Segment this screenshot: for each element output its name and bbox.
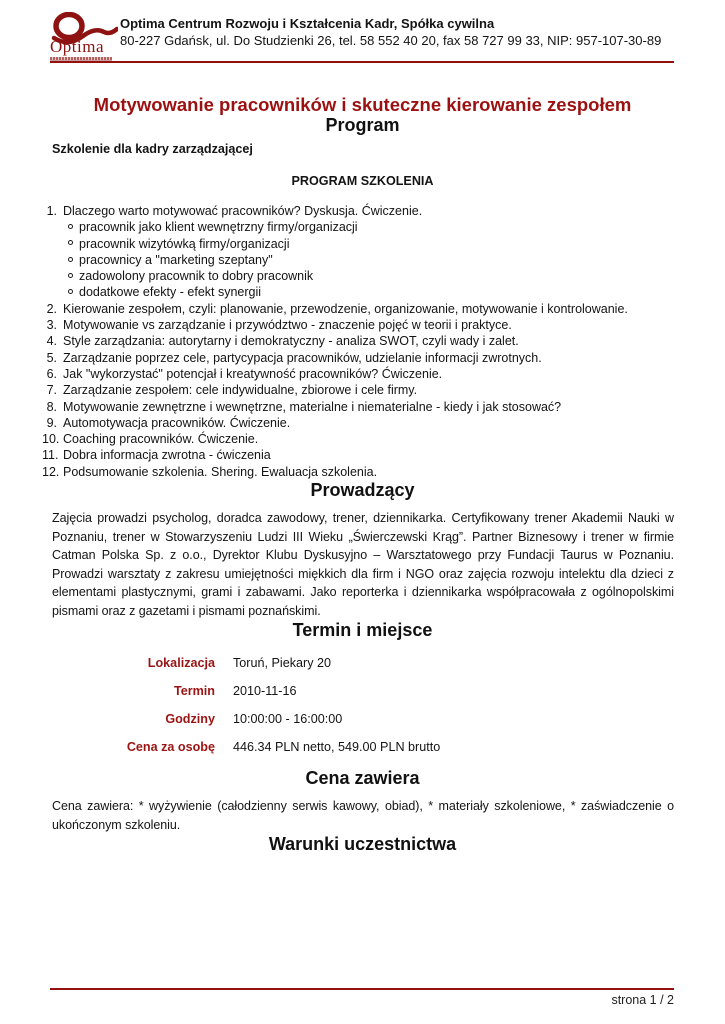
detail-label: Lokalizacja bbox=[147, 656, 215, 671]
list-item bbox=[42, 399, 674, 415]
item-text: Dlaczego warto motywować pracowników? Dyskusja. Ćwiczenie. bbox=[63, 204, 423, 218]
list-item bbox=[42, 301, 674, 317]
trainer-heading: Prowadzący bbox=[310, 480, 415, 501]
detail-value: 446.34 PLN netto, 549.00 PLN brutto bbox=[233, 740, 441, 755]
sub-list-item bbox=[42, 268, 674, 284]
circle-bullet-icon bbox=[68, 224, 73, 229]
item-text: Motywowanie zewnętrzne i wewnętrzne, materialne i niematerialne - kiedy i jak stosować? bbox=[63, 399, 562, 414]
list-item bbox=[42, 382, 674, 398]
list-item bbox=[42, 464, 674, 480]
list-item bbox=[42, 366, 674, 382]
sub-item-text: pracownik wizytówką firmy/organizacji bbox=[79, 236, 290, 251]
footer-rule bbox=[50, 988, 674, 990]
list-item bbox=[42, 350, 674, 366]
list-item bbox=[42, 447, 674, 463]
detail-row bbox=[52, 740, 725, 768]
circle-bullet-icon bbox=[68, 240, 73, 245]
program-subheading: PROGRAM SZKOLENIA bbox=[291, 174, 434, 188]
list-item bbox=[42, 415, 674, 431]
detail-label: Termin bbox=[173, 684, 215, 699]
audience-line: Szkolenie dla kadry zarządzającej bbox=[52, 142, 253, 156]
item-text: Automotywacja pracowników. Ćwiczenie. bbox=[63, 415, 291, 430]
detail-row bbox=[52, 656, 725, 684]
trainer-description: Zajęcia prowadzi psycholog, doradca zawodowy, trener, dziennikarka. Certyfikowany trener Akademii Nauki w Poznaniu, trener w Stowarzyszeniu Ludzi III Wieku „Świerczewski Krąg”. Partner Biznesowy i trener w firmie Catman Polska Sp. z o.o., Dyrektor Klubu Dyskusyjno – Warsztatowego przy Fundacji Taurus w Poznaniu. Prowadzi warsztaty z zakresu umiejętności miękkich dla firm i NGO oraz zajęcia rozwoju intelektu dla dzieci z elementami plastycznymi, grami i zabawami. Jako reporterka i dziennikarka współpracowała z ogólnopolskimi pismami oraz z gazetami i pismami poznańskimi. bbox=[52, 511, 674, 618]
item-text: Zarządzanie zespołem: cele indywidualne, zbiorowe i cele firmy. bbox=[63, 383, 418, 398]
item-text: Zarządzanie poprzez cele, partycypacja pracowników, udzielanie informacji zwrotnych. bbox=[63, 350, 542, 365]
item-number: 8. bbox=[46, 399, 57, 414]
circle-bullet-icon bbox=[68, 257, 73, 262]
item-text: Style zarządzania: autorytarny i demokratyczny - analiza SWOT, czyli wady i zalet. bbox=[63, 334, 519, 349]
sub-list-item bbox=[42, 219, 674, 235]
item-text: Dobra informacja zwrotna - ćwiczenia bbox=[63, 448, 271, 463]
sub-item-text: pracownicy a "marketing szeptany" bbox=[79, 252, 273, 267]
detail-label: Godziny bbox=[165, 712, 215, 727]
price-heading: Cena zawiera bbox=[305, 768, 420, 789]
details-table bbox=[52, 656, 725, 768]
item-text: Motywowanie vs zarządzanie i przywództwo - znaczenie pojęć w teorii i praktyce. bbox=[63, 318, 512, 333]
program-list bbox=[0, 203, 674, 480]
item-number: 3. bbox=[46, 318, 57, 333]
sub-list-item bbox=[42, 252, 674, 268]
detail-row bbox=[52, 684, 725, 712]
item-number: 5. bbox=[46, 350, 57, 365]
circle-bullet-icon bbox=[68, 273, 73, 278]
price-description: Cena zawiera: * wyżywienie (całodzienny serwis kawowy, obiad), * materiały szkoleniowe, * zaświadczenie o ukończonym szkoleniu. bbox=[52, 799, 674, 832]
item-text: Podsumowanie szkolenia. Shering. Ewaluacja szkolenia. bbox=[63, 464, 378, 479]
item-text: Kierowanie zespołem, czyli: planowanie, przewodzenie, organizowanie, motywowanie i kontrolowanie. bbox=[63, 301, 628, 316]
list-item bbox=[42, 333, 674, 349]
item-number: 7. bbox=[46, 383, 57, 398]
list-item bbox=[42, 431, 674, 447]
detail-value: 10:00:00 - 16:00:00 bbox=[233, 712, 343, 727]
item-text: Jak "wykorzystać" potencjał i kreatywność pracowników? Ćwiczenie. bbox=[63, 366, 443, 381]
detail-label: Cena za osobę bbox=[126, 740, 215, 755]
sub-item-text: zadowolony pracownik to dobry pracownik bbox=[79, 269, 314, 284]
program-heading: Program bbox=[325, 115, 400, 135]
list-item bbox=[42, 203, 674, 219]
page-number: strona 1 / 2 bbox=[611, 993, 674, 1007]
company-address: 80-227 Gdańsk, ul. Do Studzienki 26, tel. 58 552 40 20, fax 58 727 99 33, NIP: 957-107-30-89 bbox=[120, 33, 662, 48]
details-heading: Termin i miejsce bbox=[292, 620, 433, 641]
sub-list-item bbox=[42, 284, 674, 300]
item-number: 12. bbox=[42, 464, 60, 479]
detail-row bbox=[52, 712, 725, 740]
item-number: 1. bbox=[46, 204, 57, 218]
document-title: Motywowanie pracowników i skuteczne kierowanie zespołem bbox=[93, 94, 632, 115]
item-number: 6. bbox=[46, 366, 57, 381]
list-item bbox=[42, 317, 674, 333]
item-number: 11. bbox=[42, 448, 59, 463]
item-number: 2. bbox=[46, 301, 57, 316]
circle-bullet-icon bbox=[68, 289, 73, 294]
item-number: 9. bbox=[46, 415, 57, 430]
logo-wordmark: Optima bbox=[50, 37, 104, 56]
item-number: 4. bbox=[46, 334, 57, 349]
detail-value: Toruń, Piekary 20 bbox=[233, 656, 332, 671]
item-text: Coaching pracowników. Ćwiczenie. bbox=[63, 432, 259, 447]
sub-item-text: pracownik jako klient wewnętrzny firmy/organizacji bbox=[79, 220, 358, 235]
sub-item-text: dodatkowe efekty - efekt synergii bbox=[79, 285, 262, 300]
sub-list-item bbox=[42, 236, 674, 252]
company-name: Optima Centrum Rozwoju i Kształcenia Kadr, Spółka cywilna bbox=[120, 16, 495, 31]
item-number: 10. bbox=[42, 432, 60, 447]
terms-heading: Warunki uczestnictwa bbox=[268, 834, 457, 855]
detail-value: 2010-11-16 bbox=[233, 684, 297, 699]
